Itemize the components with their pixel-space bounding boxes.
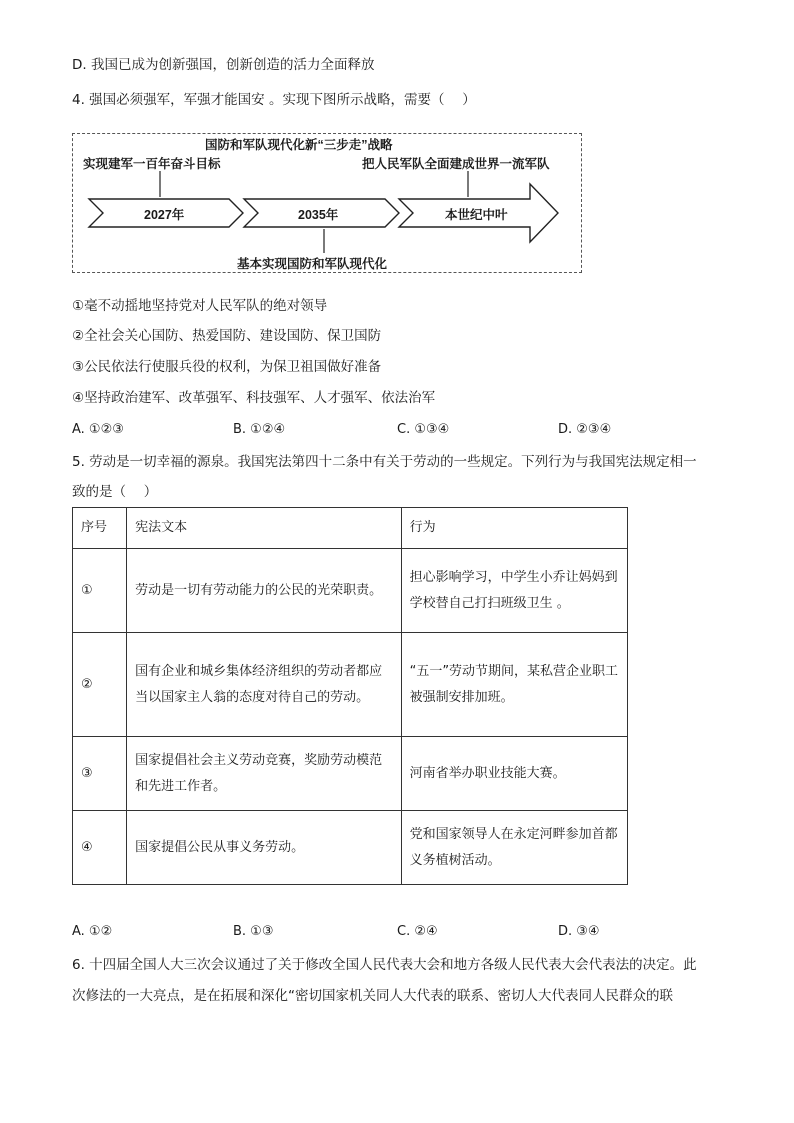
table-row [73, 633, 628, 737]
row-action: 河南省举办职业技能大赛。 [401, 737, 627, 811]
strategy-diagram [72, 133, 582, 273]
q4-item-2: ②全社会关心国防、热爱国防、建设国防、保卫国防 [72, 328, 382, 344]
constitution-table [72, 507, 628, 885]
table-row [73, 737, 628, 811]
header-text: 宪法文本 [127, 508, 401, 549]
q5-stem-line1: 5. 劳动是一切幸福的源泉。我国宪法第四十二条中有关于劳动的一些规定。下列行为与我国宪法规定相一 [72, 454, 697, 470]
row-constitution-text: 国家提倡公民从事义务劳动。 [127, 811, 401, 885]
row-number: ③ [73, 737, 127, 811]
header-number: 序号 [73, 508, 127, 549]
q5-stem-line2: 致的是（ ） [72, 484, 158, 500]
q5-option-b: B. ①③ [233, 924, 274, 939]
q3-option-d: D. 我国已成为创新强国，创新创造的活力全面释放 [72, 57, 375, 73]
q4-stem: 4. 强国必须强军，军强才能国安 。实现下图所示战略，需要（ ） [72, 92, 476, 108]
goal-right: 把人民军队全面建成世界一流军队 [362, 157, 550, 171]
table-row [73, 811, 628, 885]
row-action: 担心影响学习，中学生小乔让妈妈到学校替自己打扫班级卫生 。 [401, 549, 627, 633]
q4-item-3: ③公民依法行使服兵役的权利，为保卫祖国做好准备 [72, 359, 382, 375]
q6-stem-line1: 6. 十四届全国人大三次会议通过了关于修改全国人民代表大会和地方各级人民代表大会代表法的决定。此 [72, 957, 697, 973]
row-action: “五一”劳动节期间，某私营企业职工被强制安排加班。 [401, 633, 627, 737]
diagram-title: 国防和军队现代化新“三步走”战略 [205, 138, 393, 152]
step3-label: 本世纪中叶 [445, 208, 508, 222]
q4-option-b: B. ①②④ [233, 422, 286, 437]
row-constitution-text: 劳动是一切有劳动能力的公民的光荣职责。 [127, 549, 401, 633]
q5-option-d: D. ③④ [558, 924, 600, 939]
row-number: ② [73, 633, 127, 737]
step2-label: 2035年 [298, 208, 339, 222]
q6-stem-line2: 次修法的一大亮点，是在拓展和深化“密切国家机关同人大代表的联系、密切人大代表同人民群众的联 [72, 988, 673, 1004]
q5-option-c: C. ②④ [397, 924, 438, 939]
q4-option-d: D. ②③④ [558, 422, 612, 437]
row-constitution-text: 国家提倡社会主义劳动竞赛，奖励劳动模范和先进工作者。 [127, 737, 401, 811]
goal-left: 实现建军一百年奋斗目标 [83, 157, 221, 171]
step1-label: 2027年 [144, 208, 185, 222]
q5-option-a: A. ①② [72, 924, 113, 939]
table-row [73, 549, 628, 633]
row-number: ① [73, 549, 127, 633]
table-header-row [73, 508, 628, 549]
q4-item-1: ①毫不动摇地坚持党对人民军队的绝对领导 [72, 298, 328, 314]
q4-option-a: A. ①②③ [72, 422, 124, 437]
row-action: 党和国家领导人在永定河畔参加首都义务植树活动。 [401, 811, 627, 885]
row-number: ④ [73, 811, 127, 885]
header-action: 行为 [401, 508, 627, 549]
row-constitution-text: 国有企业和城乡集体经济组织的劳动者都应当以国家主人翁的态度对待自己的劳动。 [127, 633, 401, 737]
q4-option-c: C. ①③④ [397, 422, 450, 437]
goal-bottom: 基本实现国防和军队现代化 [237, 257, 388, 271]
q4-item-4: ④坚持政治建军、改革强军、科技强军、人才强军、依法治军 [72, 390, 436, 406]
